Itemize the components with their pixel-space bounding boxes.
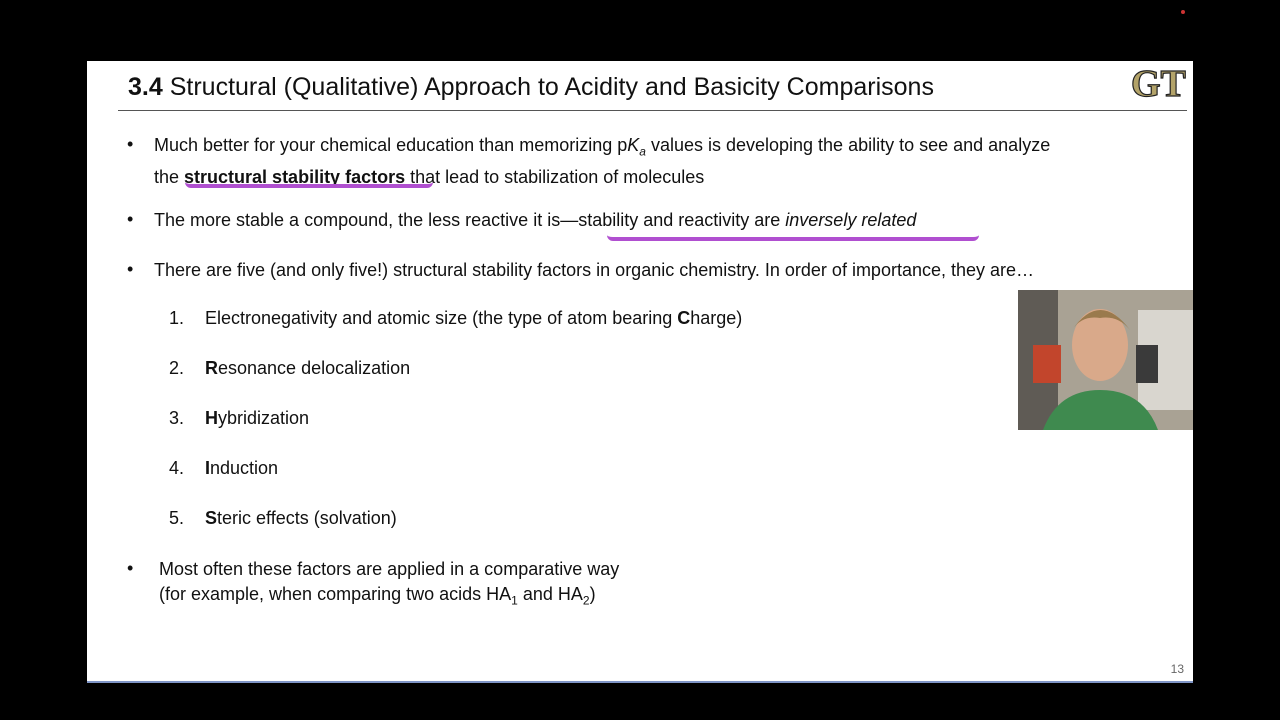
factor-item: Steric effects (solvation) — [205, 508, 397, 528]
title-text: Structural (Qualitative) Approach to Acidity and Basicity Comparisons — [169, 73, 934, 101]
factor-item: Induction — [205, 458, 279, 478]
factor-number: 2. — [169, 358, 185, 378]
slide — [87, 61, 1193, 682]
emphasis-structural-stability-factors: structural stability factors — [184, 166, 406, 187]
svg-text:GT: GT — [1131, 63, 1186, 103]
factor-item: Electronegativity and atomic size (the type of atom bearing Charge) — [205, 308, 743, 328]
factor-number: 1. — [169, 308, 185, 328]
presenter-video-frame — [1018, 290, 1193, 430]
slide-bottom-border — [87, 681, 1193, 683]
bullet-dot: • — [127, 209, 134, 229]
factor-item: Hybridization — [205, 408, 310, 428]
bullet-1-line-2: the structural stability factors that lead to stabilization of molecules — [154, 166, 705, 187]
slide-title — [128, 73, 934, 102]
title-number: 3.4 — [128, 73, 163, 101]
bullet-dot: • — [127, 134, 134, 154]
bullet-3: There are five (and only five!) structural stability factors in organic chemistry. In order of importance, they are… — [154, 260, 1035, 280]
bullet-2: The more stable a compound, the less reactive it is—stability and reactivity are inversely related — [154, 210, 917, 230]
factor-number: 5. — [169, 508, 185, 528]
factor-item: Resonance delocalization — [205, 358, 411, 378]
factor-number: 4. — [169, 458, 185, 478]
gt-logo-icon — [1129, 63, 1191, 103]
factor-number: 3. — [169, 408, 185, 428]
bullet-dot: • — [127, 259, 134, 279]
recording-indicator — [1181, 10, 1185, 14]
bullet-1-line-1: Much better for your chemical education than memorizing $pK_a$ values is developing the ability to see and analyze — [154, 135, 1051, 159]
title-divider — [118, 110, 1187, 111]
page-number: 13 — [1170, 662, 1184, 676]
bullet-dot: • — [127, 558, 134, 578]
highlight-underline — [185, 174, 433, 188]
highlight-underline — [607, 227, 979, 241]
presenter-webcam-video — [1018, 290, 1193, 430]
bullet-4: Most often these factors are applied in a comparative way (for example, when comparing two acids $HA_1$ and $HA_2$) — [159, 559, 620, 608]
